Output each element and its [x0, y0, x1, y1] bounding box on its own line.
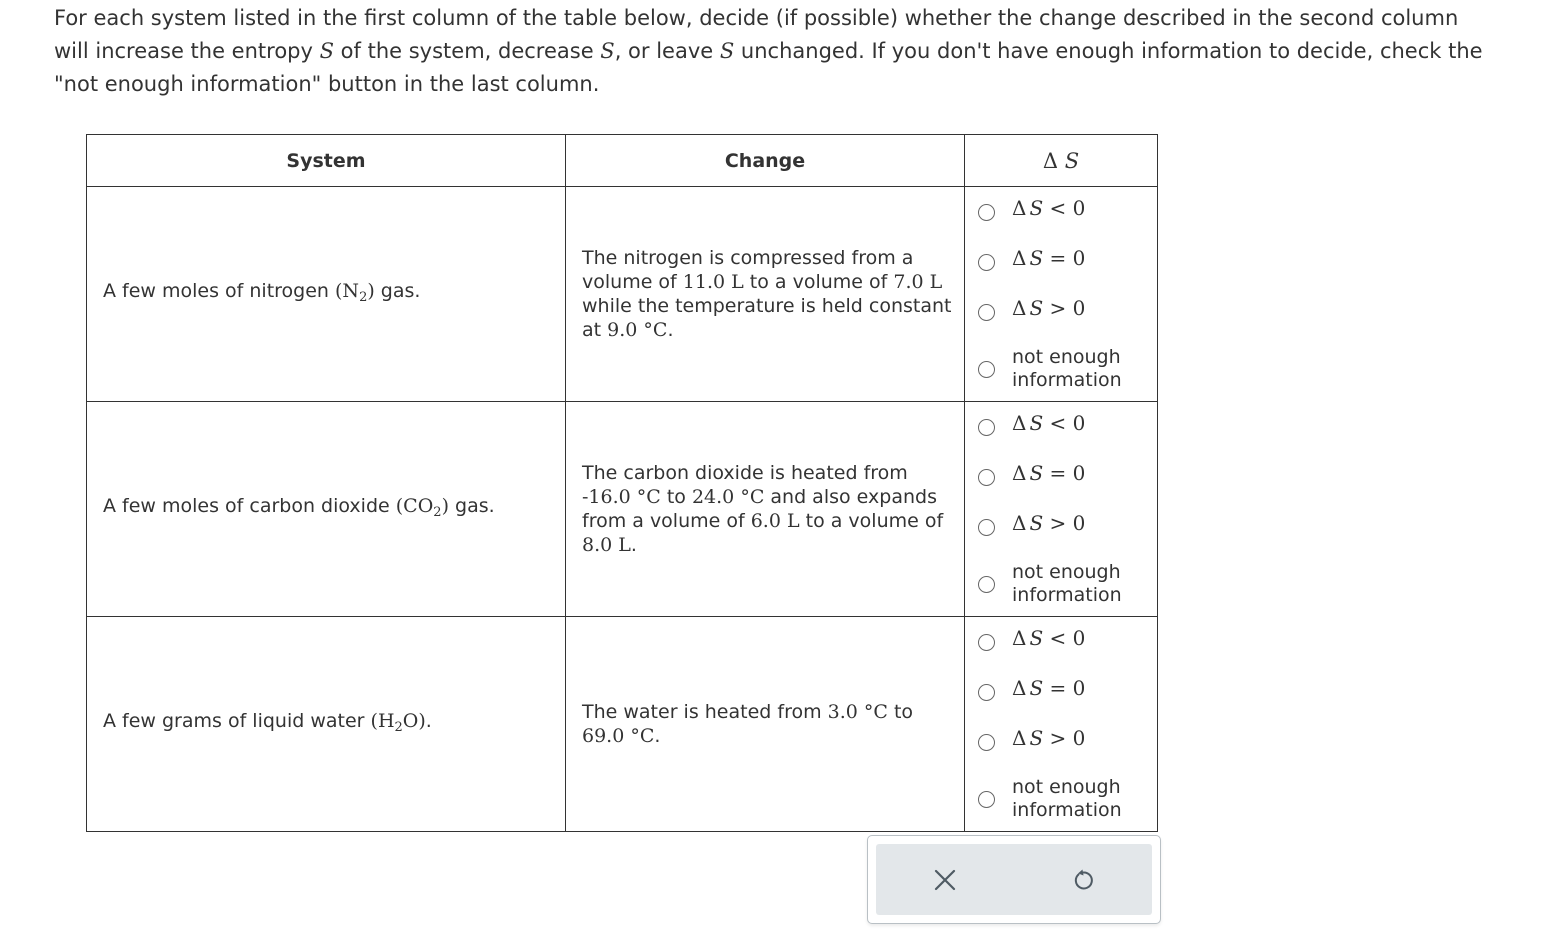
system-cell [87, 402, 566, 617]
relation-text: = 0 [1043, 461, 1086, 485]
delta-symbol: Δ [1012, 726, 1027, 750]
close-icon [933, 868, 957, 892]
option-label [1012, 246, 1085, 270]
entropy-symbol: S [1029, 411, 1044, 435]
quantity-value: -16.0 °C [582, 486, 661, 508]
radio-button[interactable] [978, 254, 995, 271]
table-row [87, 617, 1158, 832]
system-text: A few grams of liquid water [103, 709, 371, 732]
radio-button[interactable] [978, 519, 995, 536]
radio-button[interactable] [978, 684, 995, 701]
change-cell [566, 402, 965, 617]
quantity-value: 69.0 °C [582, 725, 655, 747]
radio-button[interactable] [978, 791, 995, 808]
option-label [1012, 626, 1085, 650]
relation-text: = 0 [1043, 246, 1086, 270]
option-label: not enough information [1012, 561, 1122, 606]
formula-subscript: 2 [433, 504, 442, 520]
delta-s-options-cell [965, 187, 1158, 402]
quantity-value: 11.0 L [682, 271, 744, 293]
entropy-symbol: S [600, 39, 615, 63]
instructions-text-1: For each system listed in the first column of the table below, decide (if possible) whether the change described in the second column will increase the entropy [54, 6, 1459, 63]
quantity-value: 6.0 L [750, 510, 800, 532]
quantity-value: 8.0 L [582, 534, 631, 556]
radio-button[interactable] [978, 304, 995, 321]
system-text: . [425, 709, 432, 732]
delta-symbol: Δ [1042, 148, 1059, 173]
option-not-enough-info[interactable] [965, 337, 1157, 401]
option-negative[interactable] [965, 402, 1157, 452]
radio-button[interactable] [978, 204, 995, 221]
entropy-symbol: S [1029, 246, 1044, 270]
radio-button[interactable] [978, 576, 995, 593]
entropy-symbol: S [719, 39, 735, 63]
option-label [1012, 411, 1085, 435]
entropy-symbol: S [1029, 511, 1044, 535]
change-text: to a volume of [743, 271, 894, 293]
option-label [1012, 511, 1085, 535]
header-delta-s [965, 135, 1158, 187]
relation-text: > 0 [1043, 296, 1086, 320]
change-cell [566, 617, 965, 832]
option-positive[interactable] [965, 717, 1157, 767]
radio-button[interactable] [978, 734, 995, 751]
change-text: The water is heated from [582, 701, 828, 723]
entropy-symbol: S [1029, 626, 1044, 650]
answer-action-panel [867, 835, 1161, 924]
system-text: A few moles of nitrogen [103, 279, 336, 302]
system-text: A few moles of carbon dioxide [103, 494, 396, 517]
delta-symbol: Δ [1012, 676, 1027, 700]
change-text: . [630, 534, 637, 556]
table-row [87, 187, 1158, 402]
entropy-symbol: S [319, 39, 334, 63]
option-zero[interactable] [965, 667, 1157, 717]
change-text: . [654, 725, 661, 747]
undo-icon [1071, 868, 1095, 892]
relation-text: < 0 [1043, 411, 1086, 435]
option-not-enough-info[interactable] [965, 552, 1157, 616]
system-cell [87, 187, 566, 402]
quantity-value: 3.0 °C [827, 701, 888, 723]
delta-symbol: Δ [1012, 461, 1027, 485]
option-negative[interactable] [965, 187, 1157, 237]
entropy-symbol: S [1064, 148, 1080, 173]
table-header-row [87, 135, 1158, 187]
instructions-text-2: of the system, decrease [334, 39, 601, 63]
relation-text: < 0 [1043, 196, 1086, 220]
change-text: The carbon dioxide is heated from [582, 462, 908, 484]
header-change: Change [566, 135, 965, 187]
system-text: gas. [374, 279, 421, 302]
option-negative[interactable] [965, 617, 1157, 667]
option-label [1012, 196, 1085, 220]
radio-button[interactable] [978, 469, 995, 486]
chemical-formula: (CO [395, 494, 434, 517]
system-text: gas. [448, 494, 495, 517]
radio-group [965, 187, 1157, 401]
chemical-formula: O) [402, 709, 426, 732]
relation-text: > 0 [1043, 726, 1086, 750]
undo-button[interactable] [1014, 844, 1152, 915]
change-cell [566, 187, 965, 402]
entropy-symbol: S [1029, 296, 1044, 320]
change-text: The nitrogen is compressed from a volume of [582, 247, 914, 293]
chemical-formula: ) [441, 494, 449, 517]
quantity-value: 24.0 °C [691, 486, 765, 508]
question-instructions [54, 2, 1494, 101]
radio-group [965, 617, 1157, 831]
action-bar [876, 844, 1152, 915]
option-label [1012, 676, 1085, 700]
delta-symbol: Δ [1012, 626, 1027, 650]
option-zero[interactable] [965, 452, 1157, 502]
radio-button[interactable] [978, 361, 995, 378]
delta-s-options-cell [965, 617, 1158, 832]
entropy-symbol: S [1029, 726, 1044, 750]
option-label [1012, 726, 1085, 750]
system-cell [87, 617, 566, 832]
chemical-formula: ) [367, 279, 375, 302]
clear-button[interactable] [876, 844, 1014, 915]
change-text: to a volume of [799, 510, 944, 532]
quantity-value: 9.0 °C [607, 319, 668, 341]
option-positive[interactable] [965, 502, 1157, 552]
change-text: while the temperature is held constant at [582, 295, 952, 341]
relation-text: > 0 [1043, 511, 1086, 535]
relation-text: < 0 [1043, 626, 1086, 650]
quantity-value: 7.0 L [893, 271, 943, 293]
option-zero[interactable] [965, 237, 1157, 287]
change-text: to [660, 486, 692, 508]
option-label: not enough information [1012, 346, 1122, 391]
option-label [1012, 461, 1085, 485]
chemical-formula: (N [335, 279, 360, 302]
entropy-table [86, 134, 1158, 832]
change-text: to [887, 701, 914, 723]
header-system: System [87, 135, 566, 187]
change-text: . [667, 319, 674, 341]
formula-subscript: 2 [394, 719, 403, 735]
entropy-symbol: S [1029, 676, 1044, 700]
formula-subscript: 2 [359, 289, 368, 305]
radio-group [965, 402, 1157, 616]
delta-symbol: Δ [1012, 511, 1027, 535]
instructions-text-4: unchanged. If you don't have enough information to decide, check the "not enough information" button in the last column. [54, 39, 1483, 96]
radio-button[interactable] [978, 634, 995, 651]
chemical-formula: (H [370, 709, 395, 732]
option-positive[interactable] [965, 287, 1157, 337]
delta-s-options-cell [965, 402, 1158, 617]
entropy-symbol: S [1029, 461, 1044, 485]
delta-symbol: Δ [1012, 296, 1027, 320]
change-text: and also expands from a volume of [582, 486, 937, 532]
option-not-enough-info[interactable] [965, 767, 1157, 831]
entropy-symbol: S [1029, 196, 1044, 220]
instructions-text-3: , or leave [614, 39, 720, 63]
delta-symbol: Δ [1012, 411, 1027, 435]
table-row [87, 402, 1158, 617]
radio-button[interactable] [978, 419, 995, 436]
option-label: not enough information [1012, 776, 1122, 821]
delta-symbol: Δ [1012, 246, 1027, 270]
relation-text: = 0 [1043, 676, 1086, 700]
delta-symbol: Δ [1012, 196, 1027, 220]
option-label [1012, 296, 1085, 320]
